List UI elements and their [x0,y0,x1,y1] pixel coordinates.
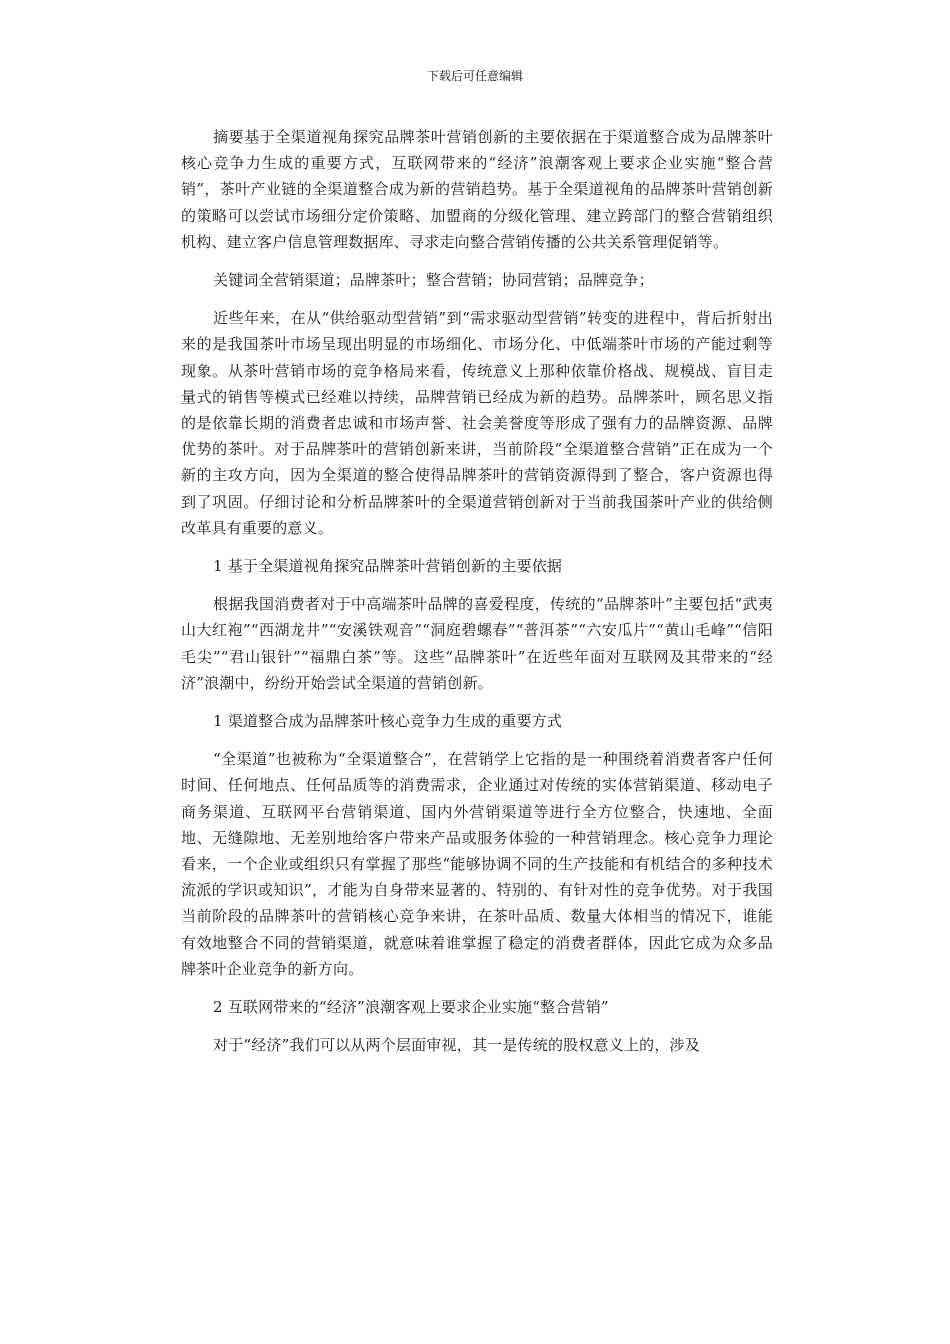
body-paragraph: 对于“经济”我们可以从两个层面审视，其一是传统的股权意义上的，涉及 [213,1036,700,1055]
body-paragraph: 根据我国消费者对于中高端茶叶品牌的喜爱程度，传统的“品牌茶叶”主要包括“武夷山大红袍”“西湖龙井”“安溪铁观音”“洞庭碧螺春”“普洱茶”“六安瓜片”“黄山毛峰”“信阳毛尖”“君山银针”“福鼎白茶”等。这些“品牌茶叶”在近些年面对互联网及其带来的“经济”浪潮中，纷纷开始尝试全渠道的营销创新。 [181,595,773,692]
section-heading: 2 互联网带来的“经济”浪潮客观上要求企业实施“整合营销” [213,998,609,1017]
section-heading: 1 渠道整合成为品牌茶叶核心竞争力生成的重要方式 [213,712,563,731]
document-body [181,124,773,1059]
intro-paragraph: 近些年来，在从“供给驱动型营销”到“需求驱动型营销”转变的进程中，背后折射出来的是我国茶叶市场呈现出明显的市场细化、市场分化、中低端茶叶市场的产能过剩等现象。从茶叶营销市场的竞争格局来看，传统意义上那种依靠价格战、规模战、盲目走量式的销售等模式已经难以持续，品牌营销已经成为新的趋势。品牌茶叶，顾名思义指的是依靠长期的消费者忠诚和市场声誉、社会美誉度等形成了强有力的品牌资源、品牌优势的茶叶。对于品牌茶叶的营销创新来讲，当前阶段“全渠道整合营销”正在成为一个新的主攻方向，因为全渠道的整合使得品牌茶叶的营销资源得到了整合，客户资源也得到了巩固。仔细讨论和分析品牌茶叶的全渠道营销创新对于当前我国茶叶产业的供给侧改革具有重要的意义。 [181,309,773,537]
section-heading: 1 基于全渠道视角探究品牌茶叶营销创新的主要依据 [213,557,563,576]
page-header: 下载后可任意编辑 [426,69,523,83]
abstract-paragraph: 摘要基于全渠道视角探究品牌茶叶营销创新的主要依据在于渠道整合成为品牌茶叶核心竞争力生成的重要方式，互联网带来的“经济”浪潮客观上要求企业实施“整合营销”，茶叶产业链的全渠道整合成为新的营销趋势。基于全渠道视角的品牌茶叶营销创新的策略可以尝试市场细分定价策略、加盟商的分级化管理、建立跨部门的整合营销组织机构、建立客户信息管理数据库、寻求走向整合营销传播的公共关系管理促销等。 [181,128,773,251]
body-paragraph: “全渠道”也被称为“全渠道整合”，在营销学上它指的是一种围绕着消费者客户任何时间、任何地点、任何品质等的消费需求，企业通过对传统的实体营销渠道、移动电子商务渠道、互联网平台营销渠道、国内外营销渠道等进行全方位整合，快速地、全面地、无缝隙地、无差别地给客户带来产品或服务体验的一种营销理念。核心竞争力理论看来，一个企业或组织只有掌握了那些“能够协调不同的生产技能和有机结合的多种技术流派的学识或知识”，才能为自身带来显著的、特别的、有针对性的竞争优势。对于我国当前阶段的品牌茶叶的营销核心竞争来讲，在茶叶品质、数量大体相当的情况下，谁能有效地整合不同的营销渠道，就意味着谁掌握了稳定的消费者群体，因此它成为众多品牌茶叶企业竞争的新方向。 [181,750,773,978]
keywords-paragraph: 关键词全营销渠道；品牌茶叶；整合营销；协同营销；品牌竞争； [213,271,654,290]
